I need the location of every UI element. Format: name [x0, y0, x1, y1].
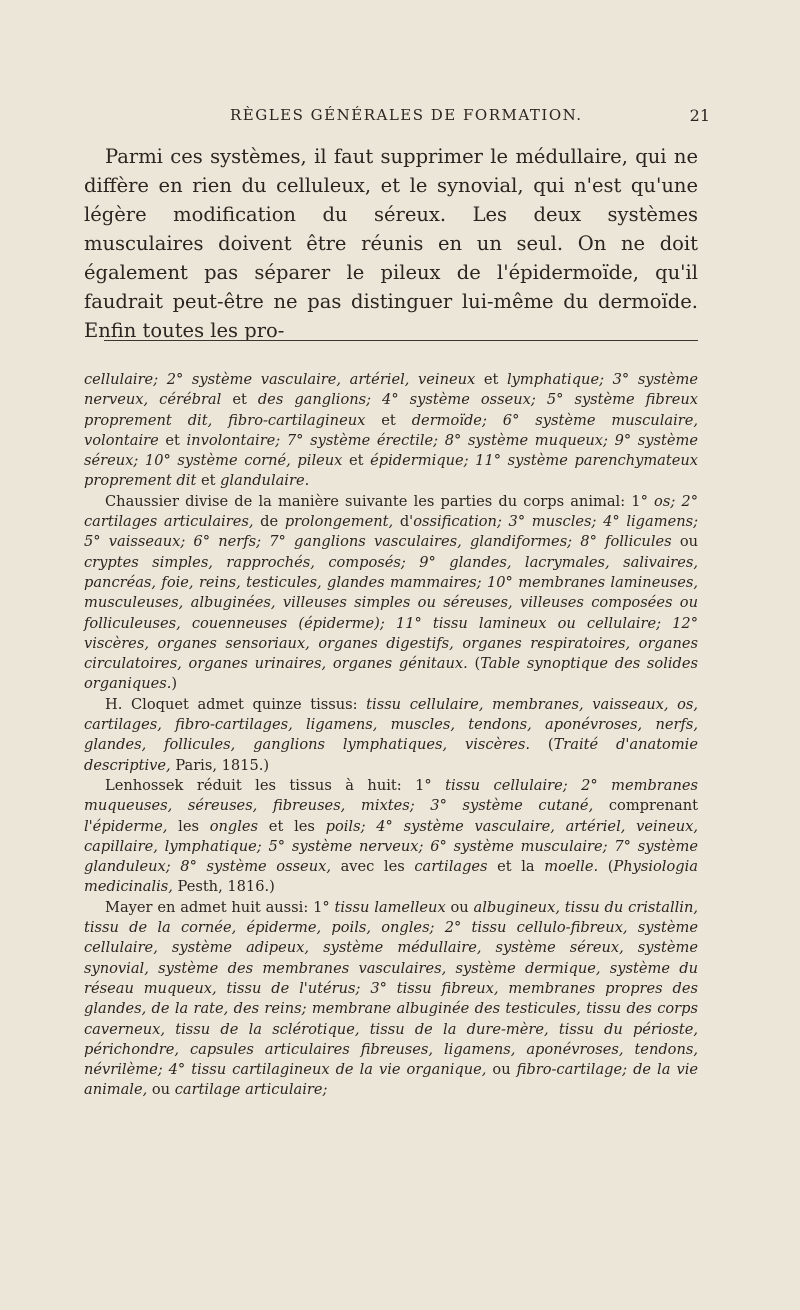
text-run: Mayer en admet huit aussi: 1°	[105, 898, 335, 916]
text-run: Table synoptique des solides organiques.	[84, 655, 698, 693]
text-run: Pesth, 1816.)	[172, 878, 275, 896]
text-run: cellulaire; 2° système vasculaire, artériel, veineux	[84, 371, 476, 388]
text-run: et les	[258, 817, 326, 835]
text-run: tissu cellulaire; 2° membranes muqueuses, séreuses, fibreuses, mixtes; 3° système cutané,	[84, 776, 698, 815]
running-header	[110, 106, 710, 130]
main-paragraph: Parmi ces systèmes, il faut supprimer le médullaire, qui ne diffère en rien du celluleux, et le synovial, qui n'est qu'une légère modification du séreux. Les deux systèmes musculaires doivent être réunis en un seul. On ne doit également pas séparer le pileux de l'épidermoïde, qu'il faudrait peut-être ne pas distinguer lui-même du dermoïde. Enfin toutes les pro-	[84, 145, 698, 342]
text-run: et	[158, 431, 187, 449]
text-run: des ganglions; 4° système osseux; 5° système fibreux proprement dit, fibro-cartilagineux	[84, 391, 698, 429]
page-number: 21	[689, 106, 710, 125]
text-run: ossification; 3° muscles; 4° ligamens; 5° vaisseaux; 6° nerfs; 7° ganglions vasculaires, glandiformes; 8° follicules	[84, 513, 699, 551]
text-run: d'	[393, 513, 414, 531]
footnote-lenhossek	[84, 776, 698, 898]
text-run: fibro-cartilage; de la vie animale,	[84, 1061, 698, 1099]
text-run: et	[365, 411, 412, 429]
text-run: Physiologia medicinalis,	[84, 858, 698, 896]
text-run: cartilages	[414, 858, 488, 876]
footnote-mayer	[84, 898, 698, 1101]
text-run: ou	[445, 898, 474, 916]
text-run: et	[221, 391, 258, 409]
text-run: et	[196, 472, 221, 490]
text-run: et	[342, 452, 371, 470]
text-run: ou	[147, 1081, 175, 1099]
text-run: dermoïde; 6° système musculaire, volontaire	[84, 411, 698, 449]
text-run: Lenhossek réduit les tissus à huit: 1°	[105, 776, 446, 794]
text-run: avec les	[330, 858, 415, 876]
text-run: ou	[486, 1061, 517, 1079]
text-run: (	[598, 858, 614, 876]
text-run: et	[475, 371, 507, 388]
footnote-chaussier	[84, 492, 698, 695]
footnote-continuation	[84, 370, 698, 492]
text-run: cartilage articulaire;	[174, 1081, 328, 1099]
text-run: ou	[671, 533, 698, 551]
text-run: tissu lamelleux	[334, 898, 446, 916]
text-run: poils; 4° système vasculaire, artériel, veineux, capillaire, lymphatique; 5° système nerveux; 6° système musculaire; 7° système glanduleux; 8° système osseux,	[84, 817, 698, 876]
text-run: (	[529, 736, 554, 754]
text-run: tissu cellulaire, membranes, vaisseaux, os, cartilages, fibro-cartilages, ligamens, muscles, tendons, aponévroses, nerfs, glandes, follicules, ganglions lymphatiques, viscères.	[84, 695, 698, 754]
text-run: cryptes simples, rapprochés, composés; 9° glandes, lacrymales, salivaires, pancréas, foie, reins, testicules, glandes mammaires; 10° membranes lamineuses, musculeuses, albuginées, villeuses simples ou séreuses, villeuses composées ou folliculeuses, couenneuses (épiderme); 11° tissu lamineux ou cellulaire; 12° viscères, organes sensoriaux, organes digestifs, organes respiratoires, organes circulatoires, organes urinaires, organes génitaux.	[84, 553, 698, 673]
main-text	[84, 142, 698, 345]
footnotes	[84, 370, 698, 1101]
text-run: Chaussier divise de la manière suivante les parties du corps animal: 1°	[105, 492, 655, 510]
text-run: Paris, 1815.)	[170, 756, 270, 774]
footnote-separator	[104, 340, 698, 341]
text-run: (	[467, 655, 481, 673]
text-run: ongles	[209, 817, 259, 835]
text-run: glandulaire.	[220, 472, 310, 490]
text-run: albugineux, tissu du cristallin, tissu de la cornée, épiderme, poils, ongles; 2° tissu cellulo-fibreux, système cellulaire, système adipeux, système médullaire, système séreux, système synovial, système des membranes vasculaires, système dermique, système du réseau muqueux, tissu de l'utérus; 3° tissu fibreux, membranes propres des glandes, de la rate, des reins; membrane albuginée des testicules, tissu des corps caverneux, tissu de la sclérotique, tissu de la dure-mère, tissu du périoste, périchondre, capsules articulaires fibreuses, ligamens, aponévroses, tendons, névrilème; 4° tissu cartilagineux de la vie organique,	[84, 898, 699, 1079]
text-run: les	[167, 817, 210, 835]
footnote-cloquet	[84, 695, 698, 776]
text-run: Traité d'anatomie descriptive,	[84, 736, 698, 774]
running-title: RÈGLES GÉNÉRALES DE FORMATION.	[230, 106, 583, 124]
text-run: involontaire; 7° système érectile; 8° système muqueux; 9° système séreux; 10° système corné, pileux	[84, 431, 698, 470]
text-run: prolongement,	[284, 513, 394, 531]
text-run: de	[253, 513, 285, 531]
text-run: H. Cloquet admet quinze tissus:	[105, 695, 367, 713]
text-run: épidermique; 11° système parenchymateux proprement dit	[84, 452, 699, 490]
text-run: os; 2° cartilages articulaires,	[84, 492, 698, 531]
text-run: et la	[487, 858, 545, 876]
text-run: lymphatique; 3° système nerveux, cérébral	[84, 371, 699, 409]
text-run: )	[171, 675, 178, 693]
text-run: comprenant	[593, 797, 698, 815]
text-run: l'épiderme,	[84, 817, 168, 835]
text-run: moelle.	[544, 858, 599, 876]
